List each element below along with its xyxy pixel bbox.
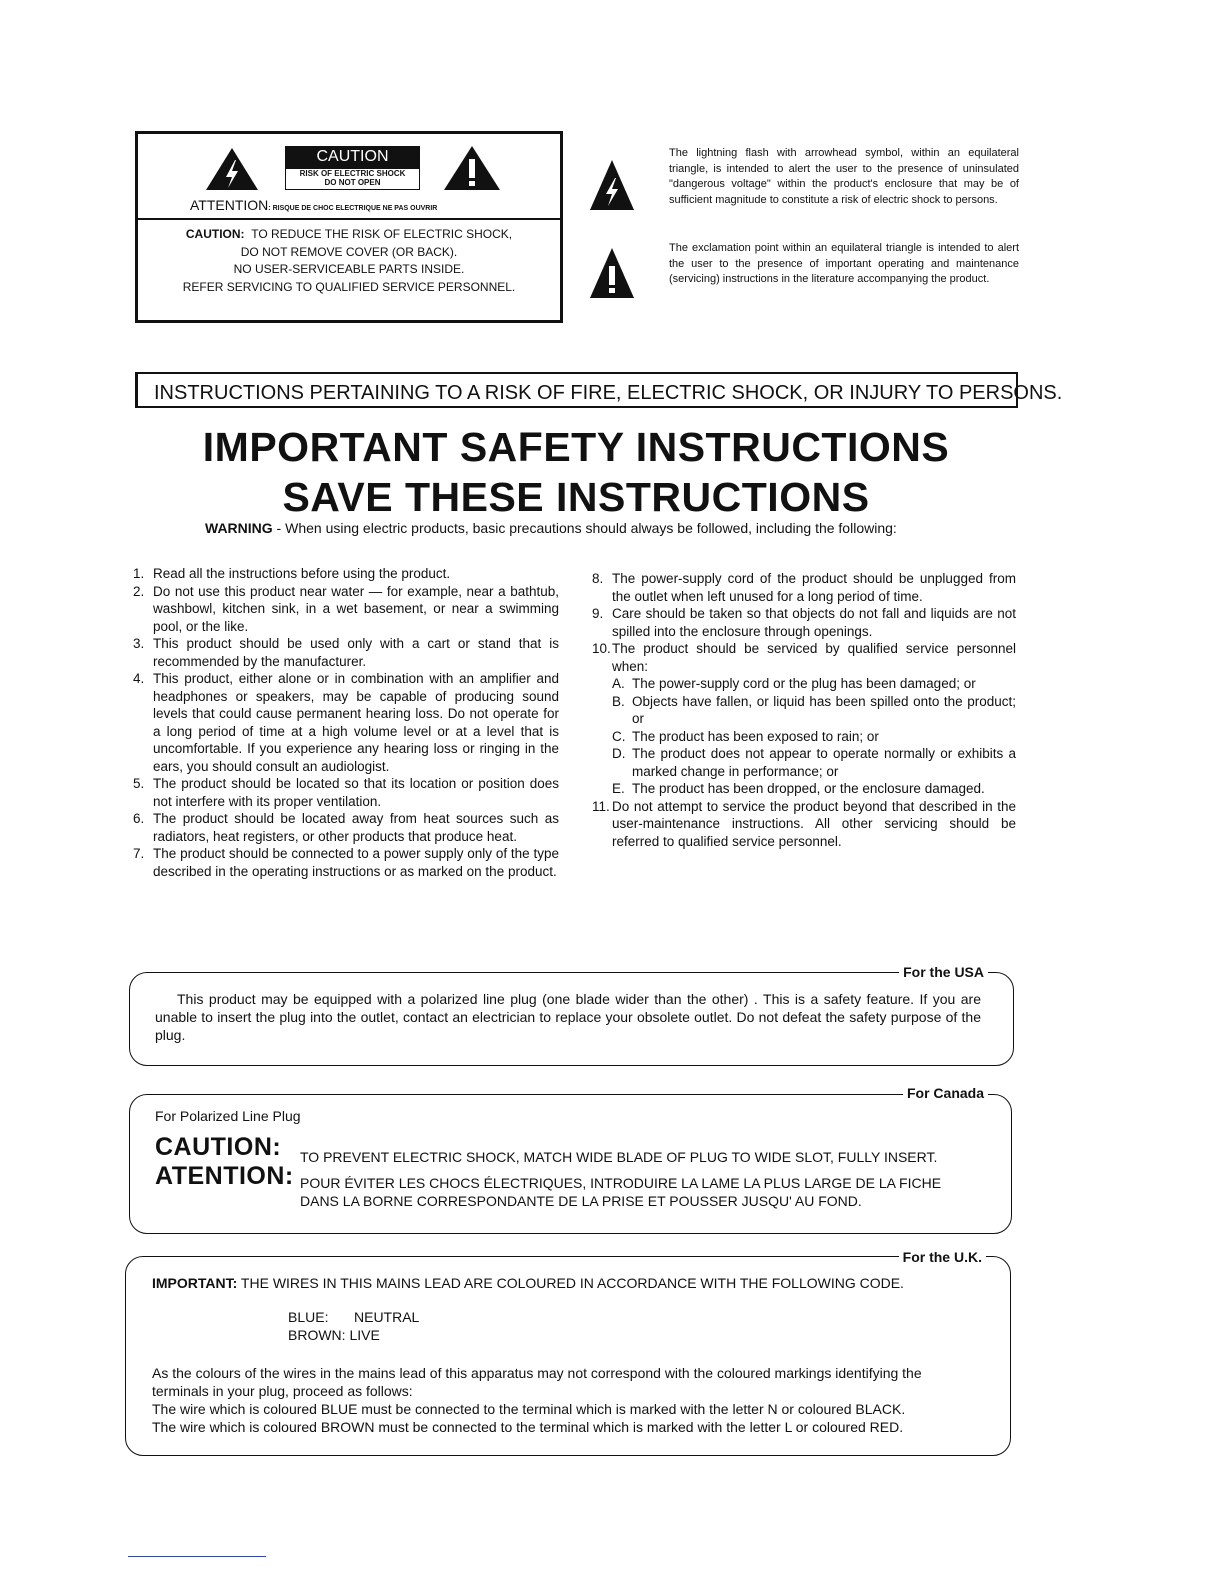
sub-list-item [612,780,1016,798]
right-instructions-list [592,570,1016,850]
canada-attention-text-1: POUR ÉVITER LES CHOCS ÉLECTRIQUES, INTRODUIRE LA LAME LA PLUS LARGE DE LA FICHE [300,1175,942,1191]
item-text: This product should be used only with a cart or stand that is recommended by the manufacturer. [153,636,559,669]
sub-list-item [612,675,1016,693]
canada-attention-text-2: DANS LA BORNE CORRESPONDANTE DE LA PRISE ET POUSSER JUSQU' AU FOND. [300,1193,862,1209]
uk-important-line [152,1274,904,1292]
list-item [592,570,1016,605]
canada-caution-text: TO PREVENT ELECTRIC SHOCK, MATCH WIDE BLADE OF PLUG TO WIDE SLOT, FULLY INSERT. [300,1149,938,1165]
item-text: The power-supply cord of the product should be unplugged from the outlet when left unused for a long period of time. [612,571,1016,604]
usa-tag: For the USA [899,964,988,980]
caution-label-header [138,134,560,220]
sub-list-item [612,745,1016,780]
uk-important-bold: IMPORTANT: [152,1275,238,1291]
sub-text: Objects have fallen, or liquid has been spilled onto the product; or [632,693,1016,726]
uk-brown-row [288,1326,380,1344]
warning-bold: WARNING [205,520,273,536]
uk-blue-row [288,1308,419,1326]
exclamation-warning-icon [442,144,502,192]
warning-text: - When using electric products, basic precautions should always be followed, including the following: [272,520,897,536]
item-number: 4. [133,671,145,686]
uk-paragraph-3: The wire which is coloured BROWN must be connected to the terminal which is marked with the letter L or coloured RED. [152,1419,904,1435]
attention-main: ATTENTION [190,197,269,213]
caution-bold: CAUTION: [185,227,245,241]
headline-save: SAVE THESE INSTRUCTIONS [282,474,870,520]
sub-list [592,675,1016,798]
item-number: 3. [133,636,145,651]
sub-text: The power-supply cord or the plug has been damaged; or [632,676,976,691]
uk-brown-value: LIVE [349,1327,380,1343]
sub-letter: B. [612,693,625,709]
item-number: 5. [133,776,145,791]
uk-paragraph-1: As the colours of the wires in the mains lead of this apparatus may not correspond with the coloured markings identifying the terminals in your plug, proceed as follows: [152,1365,922,1399]
caution-line-3: NO USER-SERVICEABLE PARTS INSIDE. [233,262,465,276]
uk-brown-label: BROWN: [288,1327,346,1343]
left-instructions-list [133,565,559,880]
list-item [133,670,559,775]
uk-blue-label: BLUE: [288,1309,329,1325]
lightning-warning-icon [204,146,260,192]
exclamation-symbol-icon [588,246,636,300]
item-text: Do not attempt to service the product beyond that described in the user-maintenance instructions. All other servicing should be referred to qualified service personnel. [612,798,1016,849]
sub-letter: A. [612,676,625,691]
item-number: 9. [592,606,604,621]
item-text: The product should be connected to a power supply only of the type described in the operating instructions or as marked on the product. [153,846,559,879]
exclamation-explanation: The exclamation point within an equilateral triangle is intended to alert the user to the presence of important operating and maintenance (servicing) instructions in the literature accompanying the product. [669,242,1019,285]
item-text: The product should be located away from heat sources such as radiators, heat registers, or other products that produce heat. [153,811,559,844]
warning-line [205,520,897,536]
uk-blue-value: NEUTRAL [354,1309,420,1325]
list-item [133,810,559,845]
list-item [592,605,1016,640]
caution-line-1-text: TO REDUCE THE RISK OF ELECTRIC SHOCK, [251,227,513,241]
item-number: 7. [133,846,145,861]
sub-letter: E. [612,781,625,796]
item-text: Read all the instructions before using the product. [153,566,451,581]
instructions-banner: INSTRUCTIONS PERTAINING TO A RISK OF FIRE, ELECTRIC SHOCK, OR INJURY TO PERSONS. [135,372,1018,408]
sub-text: The product has been dropped, or the enclosure damaged. [632,781,985,796]
risk-label [285,168,420,190]
caution-label: CAUTION [285,146,420,168]
item-number: 10. [592,641,611,656]
lightning-explanation: The lightning flash with arrowhead symbol, within an equilateral triangle, is intended to alert the user to the presence of uninsulated "dangerous voltage" within the product's enclosure that may be of sufficient magnitude to constitute a risk of electric shock to persons. [669,147,1019,206]
caution-line-4: REFER SERVICING TO QUALIFIED SERVICE PERSONNEL. [182,279,516,294]
item-number: 1. [133,566,145,581]
lightning-symbol-icon [588,158,636,212]
sub-list-item [612,693,1016,728]
sub-list-item [612,728,1016,746]
canada-subtitle: For Polarized Line Plug [155,1108,301,1124]
canada-attention-word: ATENTION: [155,1162,294,1190]
risk-line-2: DO NOT OPEN [324,178,381,187]
caution-line-1 [138,226,560,244]
caution-label-box [135,131,563,323]
item-number: 6. [133,811,145,826]
sub-letter: C. [612,728,626,744]
headline-important: IMPORTANT SAFETY INSTRUCTIONS [202,424,950,470]
item-text: The product should be serviced by qualified service personnel when: [612,641,1016,674]
attention-small: : RISQUE DE CHOC ELECTRIQUE NE PAS OUVRIR [268,205,438,212]
item-text: Care should be taken so that objects do not fall and liquids are not spilled into the enclosure through openings. [612,606,1016,639]
item-text: This product, either alone or in combination with an amplifier and headphones or speakers, may be capable of producing sound levels that could cause permanent hearing loss. Do not operate for a long period of time at a high volume level or at a level that is uncomfortable. If you experience any hearing loss or ringing in the ears, you should consult an audiologist. [153,671,559,774]
sub-letter: D. [612,746,626,761]
canada-caution-word: CAUTION: [155,1133,282,1161]
caution-text-block [138,226,560,296]
uk-tag: For the U.K. [899,1249,986,1265]
footer-rule [128,1556,266,1557]
item-number: 2. [133,583,145,599]
uk-paragraph-2: The wire which is coloured BLUE must be connected to the terminal which is marked with the letter N or coloured BLACK. [152,1401,906,1417]
list-item [133,583,559,636]
sub-text: The product has been exposed to rain; or [632,728,879,744]
usa-text: This product may be equipped with a polarized line plug (one blade wider than the other) . This is a safety feature. If you are unable to insert the plug into the outlet, contact an electrician to replace your obsolete outlet. Do not defeat the safety purpose of the plug. [155,991,981,1043]
sub-text: The product does not appear to operate normally or exhibits a marked change in performance; or [632,746,1016,779]
item-text: Do not use this product near water — for example, near a bathtub, washbowl, kitchen sink, in a wet basement, or near a swimming pool, or the like. [153,583,559,634]
item-number: 11. [592,798,610,814]
list-item [592,798,1016,851]
caution-line-2: DO NOT REMOVE COVER (OR BACK). [240,244,458,259]
list-item [133,775,559,810]
list-item [133,635,559,670]
item-text: The product should be located so that its location or position does not interfere with its proper ventilation. [153,776,559,809]
attention-line [190,197,437,213]
uk-important-text: THE WIRES IN THIS MAINS LEAD ARE COLOURED IN ACCORDANCE WITH THE FOLLOWING CODE. [237,1275,904,1291]
risk-line-1: RISK OF ELECTRIC SHOCK [299,169,406,178]
item-number: 8. [592,571,604,586]
canada-tag: For Canada [903,1085,988,1101]
list-item [592,640,1016,675]
list-item [133,845,559,880]
list-item [133,565,559,583]
